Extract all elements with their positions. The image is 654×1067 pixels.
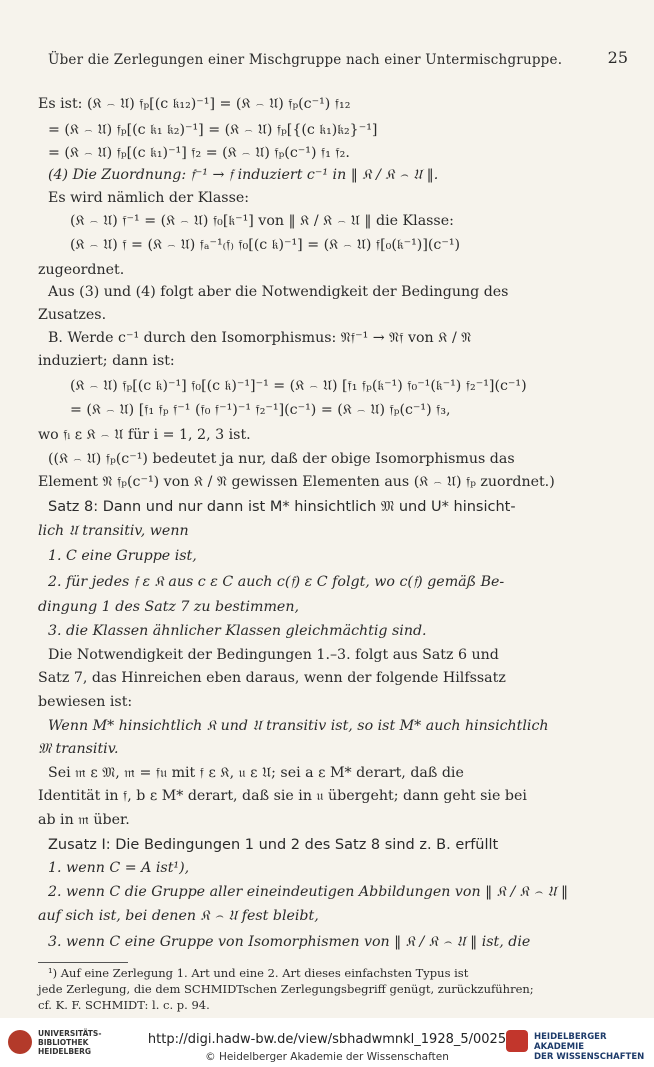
- body-line: = (𝔎 ⌢ 𝔘) 𝔣ₚ[(c 𝔨₁ 𝔨₂)⁻¹] = (𝔎 ⌢ 𝔘) 𝔣ₚ[{(c 𝔨₁)𝔨₂}⁻¹]: [48, 122, 378, 138]
- body-line: induziert; dann ist:: [38, 353, 175, 369]
- body-line: (𝔎 ⌢ 𝔘) 𝔣⁻¹ = (𝔎 ⌢ 𝔘) 𝔣₀[𝔨⁻¹] von ‖ 𝔎 / 𝔎 ⌢ 𝔘 ‖ die Klasse:: [70, 213, 454, 229]
- academy-emblem-icon: [506, 1030, 528, 1052]
- body-line: 𝔐 transitiv.: [38, 741, 119, 757]
- footnote-line: jede Zerlegung, die dem SCHMIDTschen Zerlegungsbegriff genügt, zurückzuführen;: [38, 982, 534, 996]
- body-line: Es ist: (𝔎 ⌢ 𝔘) 𝔣ₚ[(c 𝔨₁₂)⁻¹] = (𝔎 ⌢ 𝔘) 𝔣ₚ(c⁻¹) 𝔣₁₂: [38, 96, 351, 112]
- body-line: Aus (3) und (4) folgt aber die Notwendigkeit der Bedingung des: [48, 284, 509, 300]
- body-line: = (𝔎 ⌢ 𝔘) 𝔣ₚ[(c 𝔨₁)⁻¹] 𝔣₂ = (𝔎 ⌢ 𝔘) 𝔣ₚ(c⁻¹) 𝔣₁ 𝔣₂.: [48, 145, 350, 161]
- body-line: zugeordnet.: [38, 262, 125, 278]
- body-line: Zusatz I: Die Bedingungen 1 und 2 des Satz 8 sind z. B. erfüllt: [48, 837, 499, 853]
- body-line: Zusatzes.: [38, 307, 107, 323]
- body-line: 1. C eine Gruppe ist,: [48, 548, 197, 564]
- academy-logo-text: HEIDELBERGER AKADEMIE DER WISSENSCHAFTEN: [534, 1032, 645, 1062]
- body-line: B. Werde c⁻¹ durch den Isomorphismus: 𝔑𝔣⁻¹ → 𝔑𝔣 von 𝔎 / 𝔑: [48, 330, 472, 346]
- body-line: Sei 𝔪 ε 𝔐, 𝔪 = 𝔣𝔲 mit 𝔣 ε 𝔎, 𝔲 ε 𝔘; sei a ε M* derart, daß die: [48, 765, 464, 781]
- body-line: (4) Die Zuordnung: 𝔣⁻¹ → 𝔣 induziert c⁻¹ in ‖ 𝔎 / 𝔎 ⌢ 𝔘 ‖.: [48, 167, 439, 183]
- copyright-notice: © Heidelberger Akademie der Wissenschaften: [205, 1051, 449, 1063]
- body-line: (𝔎 ⌢ 𝔘) 𝔣ₚ[(c 𝔨)⁻¹] 𝔣₀[(c 𝔨)⁻¹]⁻¹ = (𝔎 ⌢ 𝔘) [𝔣₁ 𝔣ₚ(𝔨⁻¹) 𝔣₀⁻¹(𝔨⁻¹) 𝔣₂⁻¹](c⁻¹): [70, 378, 527, 394]
- body-line: ab in 𝔪 über.: [38, 812, 130, 828]
- body-line: 3. wenn C eine Gruppe von Isomorphismen von ‖ 𝔎 / 𝔎 ⌢ 𝔘 ‖ ist, die: [48, 934, 531, 950]
- body-line: 2. für jedes 𝔣 ε 𝔎 aus c ε C auch c(𝔣) ε C folgt, wo c(𝔣) gemäß Be-: [48, 574, 505, 590]
- body-line: ((𝔎 ⌢ 𝔘) 𝔣ₚ(c⁻¹) bedeutet ja nur, daß der obige Isomorphismus das: [48, 451, 515, 467]
- body-line: Satz 7, das Hinreichen eben daraus, wenn der folgende Hilfssatz: [38, 670, 506, 686]
- running-title: Über die Zerlegungen einer Mischgruppe nach einer Untermischgruppe.: [48, 52, 563, 68]
- body-line: Element 𝔑 𝔣ₚ(c⁻¹) von 𝔎 / 𝔑 gewissen Elementen aus (𝔎 ⌢ 𝔘) 𝔣ₚ zuordnet.): [38, 474, 555, 490]
- body-line: bewiesen ist:: [38, 694, 133, 710]
- document-url-link[interactable]: http://digi.hadw-bw.de/view/sbhadwmnkl_1928_5/0025: [147, 1032, 507, 1047]
- viewer-footer: [0, 1018, 654, 1067]
- body-line: lich 𝔘 transitiv, wenn: [38, 523, 189, 539]
- footnote-line: cf. K. F. SCHMIDT: l. c. p. 94.: [38, 998, 210, 1012]
- body-line: Wenn M* hinsichtlich 𝔎 und 𝔘 transitiv ist, so ist M* auch hinsichtlich: [48, 718, 549, 734]
- footnote-divider: [38, 962, 128, 963]
- body-line: Die Notwendigkeit der Bedingungen 1.–3. folgt aus Satz 6 und: [48, 647, 499, 663]
- body-line: Identität in 𝔣, b ε M* derart, daß sie in 𝔲 übergeht; dann geht sie bei: [38, 788, 527, 804]
- body-line: = (𝔎 ⌢ 𝔘) [𝔣₁ 𝔣ₚ 𝔣⁻¹ (𝔣₀ 𝔣⁻¹)⁻¹ 𝔣₂⁻¹](c⁻¹) = (𝔎 ⌢ 𝔘) 𝔣ₚ(c⁻¹) 𝔣₃,: [70, 402, 451, 418]
- body-line: Satz 8: Dann und nur dann ist M* hinsichtlich 𝔐 und U* hinsicht-: [48, 499, 516, 515]
- page-number: 25: [607, 48, 628, 67]
- body-line: 3. die Klassen ähnlicher Klassen gleichmächtig sind.: [48, 623, 427, 639]
- body-line: 1. wenn C = A ist¹),: [48, 860, 190, 876]
- body-line: dingung 1 des Satz 7 zu bestimmen,: [38, 599, 299, 615]
- academy-logo[interactable]: [506, 1028, 646, 1062]
- body-line: (𝔎 ⌢ 𝔘) 𝔣 = (𝔎 ⌢ 𝔘) 𝔣ₐ⁻¹₍𝔣₎ 𝔣₀[(c 𝔨)⁻¹] = (𝔎 ⌢ 𝔘) 𝔣[₀(𝔨⁻¹)](c⁻¹): [70, 237, 461, 253]
- body-line: wo 𝔣ᵢ ε 𝔎 ⌢ 𝔘 für i = 1, 2, 3 ist.: [38, 427, 251, 443]
- body-line: 2. wenn C die Gruppe aller eineindeutigen Abbildungen von ‖ 𝔎 / 𝔎 ⌢ 𝔘 ‖: [48, 884, 569, 900]
- footnote-line: ¹) Auf eine Zerlegung 1. Art und eine 2. Art dieses einfachsten Typus ist: [48, 966, 469, 980]
- body-line: auf sich ist, bei denen 𝔎 ⌢ 𝔘 fest bleibt,: [38, 908, 319, 924]
- university-library-logo-text: UNIVERSITÄTS- BIBLIOTHEK HEIDELBERG: [38, 1029, 102, 1056]
- body-line: Es wird nämlich der Klasse:: [48, 190, 250, 206]
